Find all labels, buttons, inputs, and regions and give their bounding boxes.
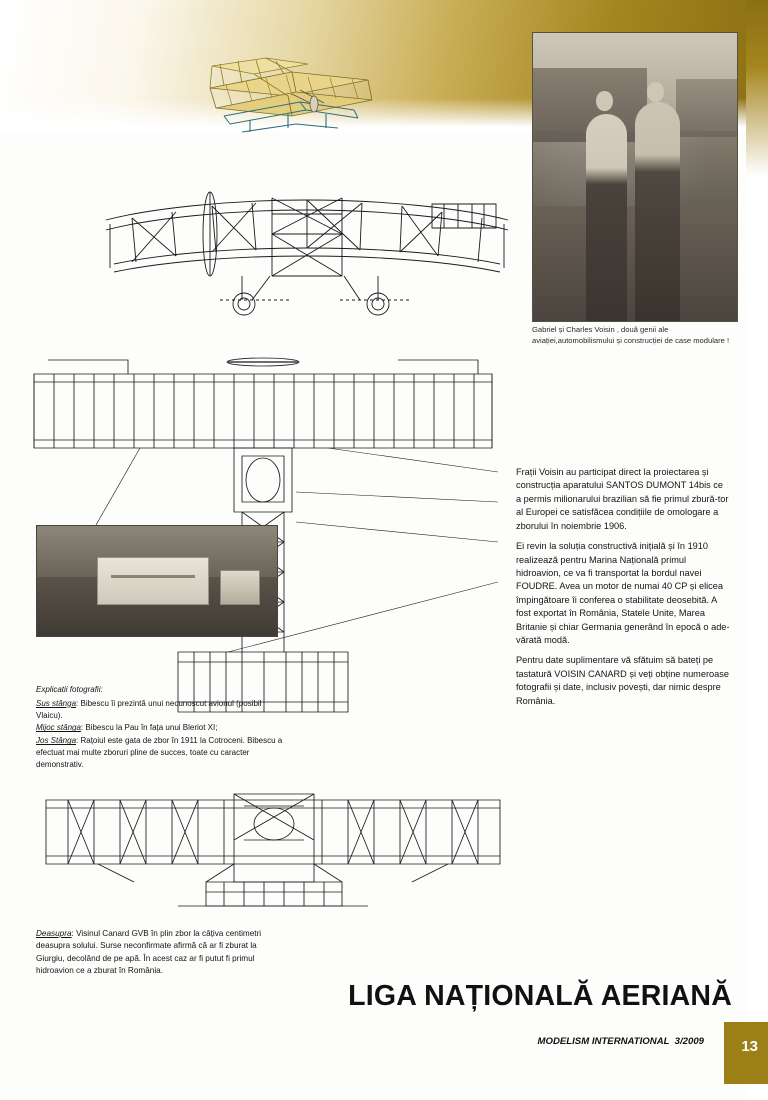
voisin-canard-front-view	[92, 168, 522, 318]
voisin-canard-rear-view	[38, 786, 508, 926]
photo-person-right-head	[647, 82, 663, 102]
deasupra-label: Deasupra	[36, 929, 72, 938]
explanation-label-1: Sus stânga	[36, 698, 77, 708]
article-paragraph-1: Frații Voisin au participat direct la proiectarea și construcția aparatului SANTOS DUMONT 14bis ce a permis milionarului brazilian să fie primul zbură-tor al Europei ce satisfăcea condițiile de omologare a zborului în noiembrie 1906.	[516, 467, 729, 531]
explanation-text-2: : Bibescu la Pau în fața unui Bleriot XI;	[80, 723, 218, 733]
deasupra-caption	[36, 928, 270, 977]
hangar-photo-aircraft	[97, 557, 209, 605]
photo-explanations-block	[36, 684, 286, 772]
main-article-text	[516, 466, 730, 715]
biplane-hangar-photo	[36, 525, 278, 637]
deasupra-text: : Visinul Canard GVB în plin zbor la câțiva centimetri deasupra solului. Surse neconfirmate afirmă că ar fi zburat la Giurgiu, decolând de pe apă. În acest caz ar fi putut fi primul hidroavion ce a zburat în România.	[36, 929, 262, 975]
footer-issue: 3/2009	[674, 1036, 704, 1047]
explanation-item-3	[36, 735, 286, 770]
explanation-label-2: Mijoc stânga	[36, 723, 81, 733]
photo-person-left	[586, 114, 627, 321]
footer-magazine-name: MODELISM INTERNATIONAL	[537, 1036, 670, 1047]
gabriel-charles-voisin-photo	[532, 32, 738, 322]
hangar-photo-structure	[220, 570, 260, 605]
photo-hangar-secondary-region	[676, 79, 737, 137]
footer-source-line	[537, 1036, 704, 1047]
photo-person-left-head	[596, 91, 612, 111]
article-paragraph-2: Ei revin la soluția constructivă inițială și în 1910 realizează pentru Marina Națională primul hidroavion, ce va fi transportat la bordul navei FOUDRE. Avea un motor de numai 40 CP și elicea împingătoare îi conferea o stabilitate deosebită. A fost exportat în România, Statele Unite, Marea Britanie și chiar Germania generând în epocă o ade-vărată modă.	[516, 541, 730, 646]
explanation-item-2	[36, 722, 286, 734]
photo-person-right	[635, 102, 680, 321]
voisin-canard-color-perspective	[196, 50, 376, 144]
organization-title: LIGA NAȚIONALĂ AERIANĂ	[348, 980, 732, 1012]
article-paragraph-3: Pentru date suplimentare vă sfătuim să bateți pe tastatură VOISIN CANARD și veți obține numeroase fotografii și date, inclusiv povești, dar nimic despre România.	[516, 655, 729, 706]
right-gold-strip	[746, 0, 768, 1100]
explanation-label-3: Jos Stânga	[36, 736, 77, 746]
explanation-text-3: : Rațoiul este gata de zbor în 1911 la Cotroceni. Bibescu a efectuat mai multe zboruri pline de succes, toate cu caracter demonstrativ.	[36, 736, 283, 769]
page-number: 13	[741, 1038, 758, 1055]
explanations-heading: Explicatii fotografii:	[36, 685, 103, 694]
voisin-photo-caption: Gabriel și Charles Voisin , două genii ale aviației,automobilismului și construcției de case modulare !	[532, 325, 730, 345]
explanation-text-1: : Bibescu îi prezintă unui necunoscut avionul (posibil Vlaicu).	[36, 698, 262, 720]
explanation-item-1	[36, 698, 286, 722]
